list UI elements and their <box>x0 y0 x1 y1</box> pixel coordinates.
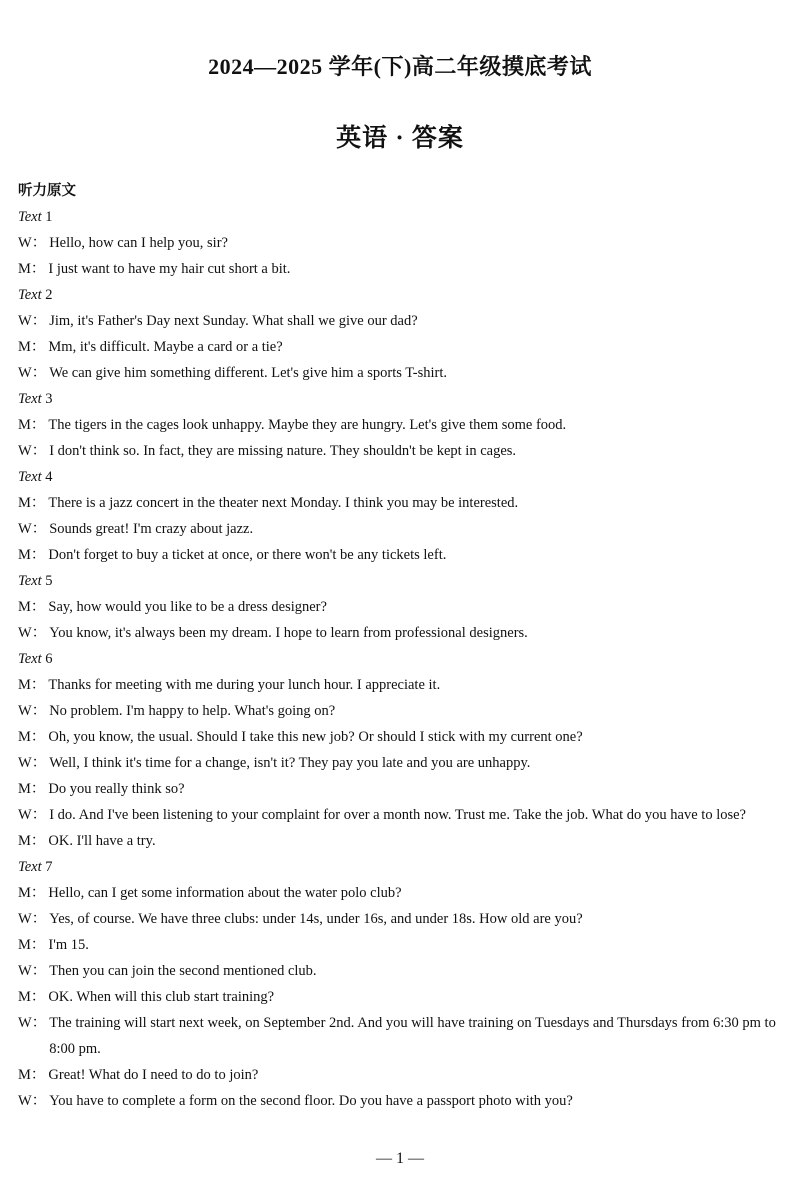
text-label-word: Text <box>18 391 42 407</box>
dialogue-line <box>18 698 788 724</box>
speaker-label: W <box>18 807 32 823</box>
speech-text: You have to complete a form on the second floor. Do you have a passport photo with you? <box>49 1093 573 1109</box>
speech-text: Do you really think so? <box>48 781 185 797</box>
text-label-word: Text <box>18 209 42 225</box>
dialogue-line <box>18 1062 788 1088</box>
speaker-label: M <box>18 937 31 953</box>
speech-text: We can give him something different. Let's give him a sports T-shirt. <box>49 365 448 381</box>
speaker-label: M <box>18 729 31 745</box>
speech-text: Jim, it's Father's Day next Sunday. What shall we give our dad? <box>49 313 418 329</box>
speech-text: I don't think so. In fact, they are missing nature. They shouldn't be kept in cages. <box>49 443 517 459</box>
speaker-label: W <box>18 443 32 459</box>
speaker-separator: ： <box>30 885 46 901</box>
speech-text: The training will start next week, on September 2nd. And you will have training on Tuesdays and Thursdays from 6:30 pm to 8:00 pm. <box>49 1015 776 1057</box>
speech-text: Well, I think it's time for a change, isn't it? They pay you late and you are unhappy. <box>49 755 531 771</box>
speaker-separator: ： <box>30 339 46 355</box>
dialogue-line <box>18 542 788 568</box>
transcript-list <box>18 204 788 1114</box>
dialogue-line <box>18 672 788 698</box>
text-label <box>18 282 788 308</box>
text-label <box>18 204 788 230</box>
speaker-label: M <box>18 261 31 277</box>
dialogue-line <box>18 750 788 776</box>
speaker-separator: ： <box>30 261 46 277</box>
speaker-label: M <box>18 833 31 849</box>
speech-text: Yes, of course. We have three clubs: under 14s, under 16s, and under 18s. How old are you? <box>49 911 583 927</box>
dialogue-line <box>18 334 788 360</box>
speaker-label: M <box>18 677 31 693</box>
section-heading: 听力原文 <box>18 183 76 199</box>
text-label-number: 3 <box>45 391 53 407</box>
text-label <box>18 386 788 412</box>
text-label-word: Text <box>18 859 42 875</box>
dialogue-line <box>18 412 788 438</box>
speaker-label: M <box>18 885 31 901</box>
speaker-label: M <box>18 417 31 433</box>
speaker-separator: ： <box>31 1093 47 1109</box>
text-label-word: Text <box>18 287 42 303</box>
text-label <box>18 568 788 594</box>
speech-text: I'm 15. <box>48 937 89 953</box>
text-label-number: 5 <box>45 573 53 589</box>
speech-text: Oh, you know, the usual. Should I take this new job? Or should I stick with my current one? <box>48 729 583 745</box>
text-label-word: Text <box>18 651 42 667</box>
text-label-number: 2 <box>45 287 53 303</box>
speaker-separator: ： <box>31 911 47 927</box>
speaker-label: W <box>18 911 32 927</box>
speaker-label: M <box>18 989 31 1005</box>
dialogue-line <box>18 620 788 646</box>
dialogue-line <box>18 256 788 282</box>
page-subtitle: 英语 · 答案 <box>336 125 464 152</box>
speaker-separator: ： <box>31 625 47 641</box>
speech-text: Mm, it's difficult. Maybe a card or a tie? <box>48 339 283 355</box>
speaker-separator: ： <box>31 443 47 459</box>
dialogue-line <box>18 490 788 516</box>
text-label <box>18 854 788 880</box>
speaker-separator: ： <box>30 833 46 849</box>
speech-text: Sounds great! I'm crazy about jazz. <box>49 521 254 537</box>
speaker-label: W <box>18 1093 32 1109</box>
page-number: — 1 — <box>376 1150 424 1167</box>
speech-text: No problem. I'm happy to help. What's going on? <box>49 703 336 719</box>
speaker-separator: ： <box>30 599 46 615</box>
speech-text: There is a jazz concert in the theater next Monday. I think you may be interested. <box>48 495 519 511</box>
speaker-label: M <box>18 781 31 797</box>
speaker-label: W <box>18 755 32 771</box>
speaker-label: M <box>18 599 31 615</box>
speech-text: Say, how would you like to be a dress designer? <box>48 599 327 615</box>
speaker-separator: ： <box>30 989 46 1005</box>
speech-text: You know, it's always been my dream. I hope to learn from professional designers. <box>49 625 528 641</box>
speech-text: OK. When will this club start training? <box>48 989 275 1005</box>
speaker-separator: ： <box>31 963 47 979</box>
text-label-number: 6 <box>45 651 53 667</box>
dialogue-line <box>18 932 788 958</box>
speaker-separator: ： <box>31 235 47 251</box>
dialogue-line <box>18 516 788 542</box>
speaker-separator: ： <box>31 703 47 719</box>
speech-text: Thanks for meeting with me during your lunch hour. I appreciate it. <box>48 677 441 693</box>
speech-text: Don't forget to buy a ticket at once, or there won't be any tickets left. <box>48 547 447 563</box>
dialogue-line <box>18 906 788 932</box>
speaker-label: W <box>18 365 32 381</box>
text-label-word: Text <box>18 469 42 485</box>
speaker-separator: ： <box>30 781 46 797</box>
text-label <box>18 646 788 672</box>
dialogue-line <box>18 776 788 802</box>
speaker-separator: ： <box>31 313 47 329</box>
dialogue-line <box>18 1088 788 1114</box>
speech-text: The tigers in the cages look unhappy. Maybe they are hungry. Let's give them some food. <box>48 417 567 433</box>
speaker-separator: ： <box>31 807 47 823</box>
dialogue-line <box>18 880 788 906</box>
speaker-separator: ： <box>30 547 46 563</box>
speaker-label: M <box>18 547 31 563</box>
speech-text: Hello, can I get some information about the water polo club? <box>48 885 402 901</box>
dialogue-line <box>18 230 788 256</box>
speaker-label: W <box>18 703 32 719</box>
dialogue-line <box>18 360 788 386</box>
speaker-separator: ： <box>30 1067 46 1083</box>
dialogue-line <box>18 308 788 334</box>
dialogue-line <box>18 1010 788 1062</box>
text-label-number: 7 <box>45 859 53 875</box>
speaker-label: W <box>18 963 32 979</box>
speaker-separator: ： <box>31 521 47 537</box>
speech-text: I just want to have my hair cut short a bit. <box>48 261 291 277</box>
speech-text: OK. I'll have a try. <box>48 833 156 849</box>
dialogue-line <box>18 958 788 984</box>
text-label-number: 1 <box>45 209 53 225</box>
dialogue-line <box>18 828 788 854</box>
text-label-number: 4 <box>45 469 53 485</box>
dialogue-line <box>18 594 788 620</box>
transcript-body <box>18 178 788 1114</box>
speaker-separator: ： <box>31 1015 47 1031</box>
speaker-separator: ： <box>30 937 46 953</box>
speaker-label: M <box>18 495 31 511</box>
page-title: 2024—2025 学年(下)高二年级摸底考试 <box>208 54 592 79</box>
speech-text: Great! What do I need to do to join? <box>48 1067 259 1083</box>
speaker-separator: ： <box>31 755 47 771</box>
speaker-separator: ： <box>30 417 46 433</box>
speech-text: I do. And I've been listening to your complaint for over a month now. Trust me. Take the job. What do you have to lose? <box>49 807 746 823</box>
speaker-label: W <box>18 1015 32 1031</box>
speaker-label: W <box>18 521 32 537</box>
speech-text: Hello, how can I help you, sir? <box>49 235 228 251</box>
speaker-label: W <box>18 235 32 251</box>
speaker-label: M <box>18 1067 31 1083</box>
dialogue-line <box>18 438 788 464</box>
speaker-separator: ： <box>30 729 46 745</box>
dialogue-line <box>18 802 788 828</box>
speech-text: Then you can join the second mentioned club. <box>49 963 317 979</box>
speaker-label: W <box>18 625 32 641</box>
dialogue-line <box>18 984 788 1010</box>
text-label-word: Text <box>18 573 42 589</box>
dialogue-line <box>18 724 788 750</box>
speaker-separator: ： <box>30 677 46 693</box>
speaker-label: W <box>18 313 32 329</box>
speaker-separator: ： <box>30 495 46 511</box>
speaker-separator: ： <box>31 365 47 381</box>
speaker-label: M <box>18 339 31 355</box>
text-label <box>18 464 788 490</box>
